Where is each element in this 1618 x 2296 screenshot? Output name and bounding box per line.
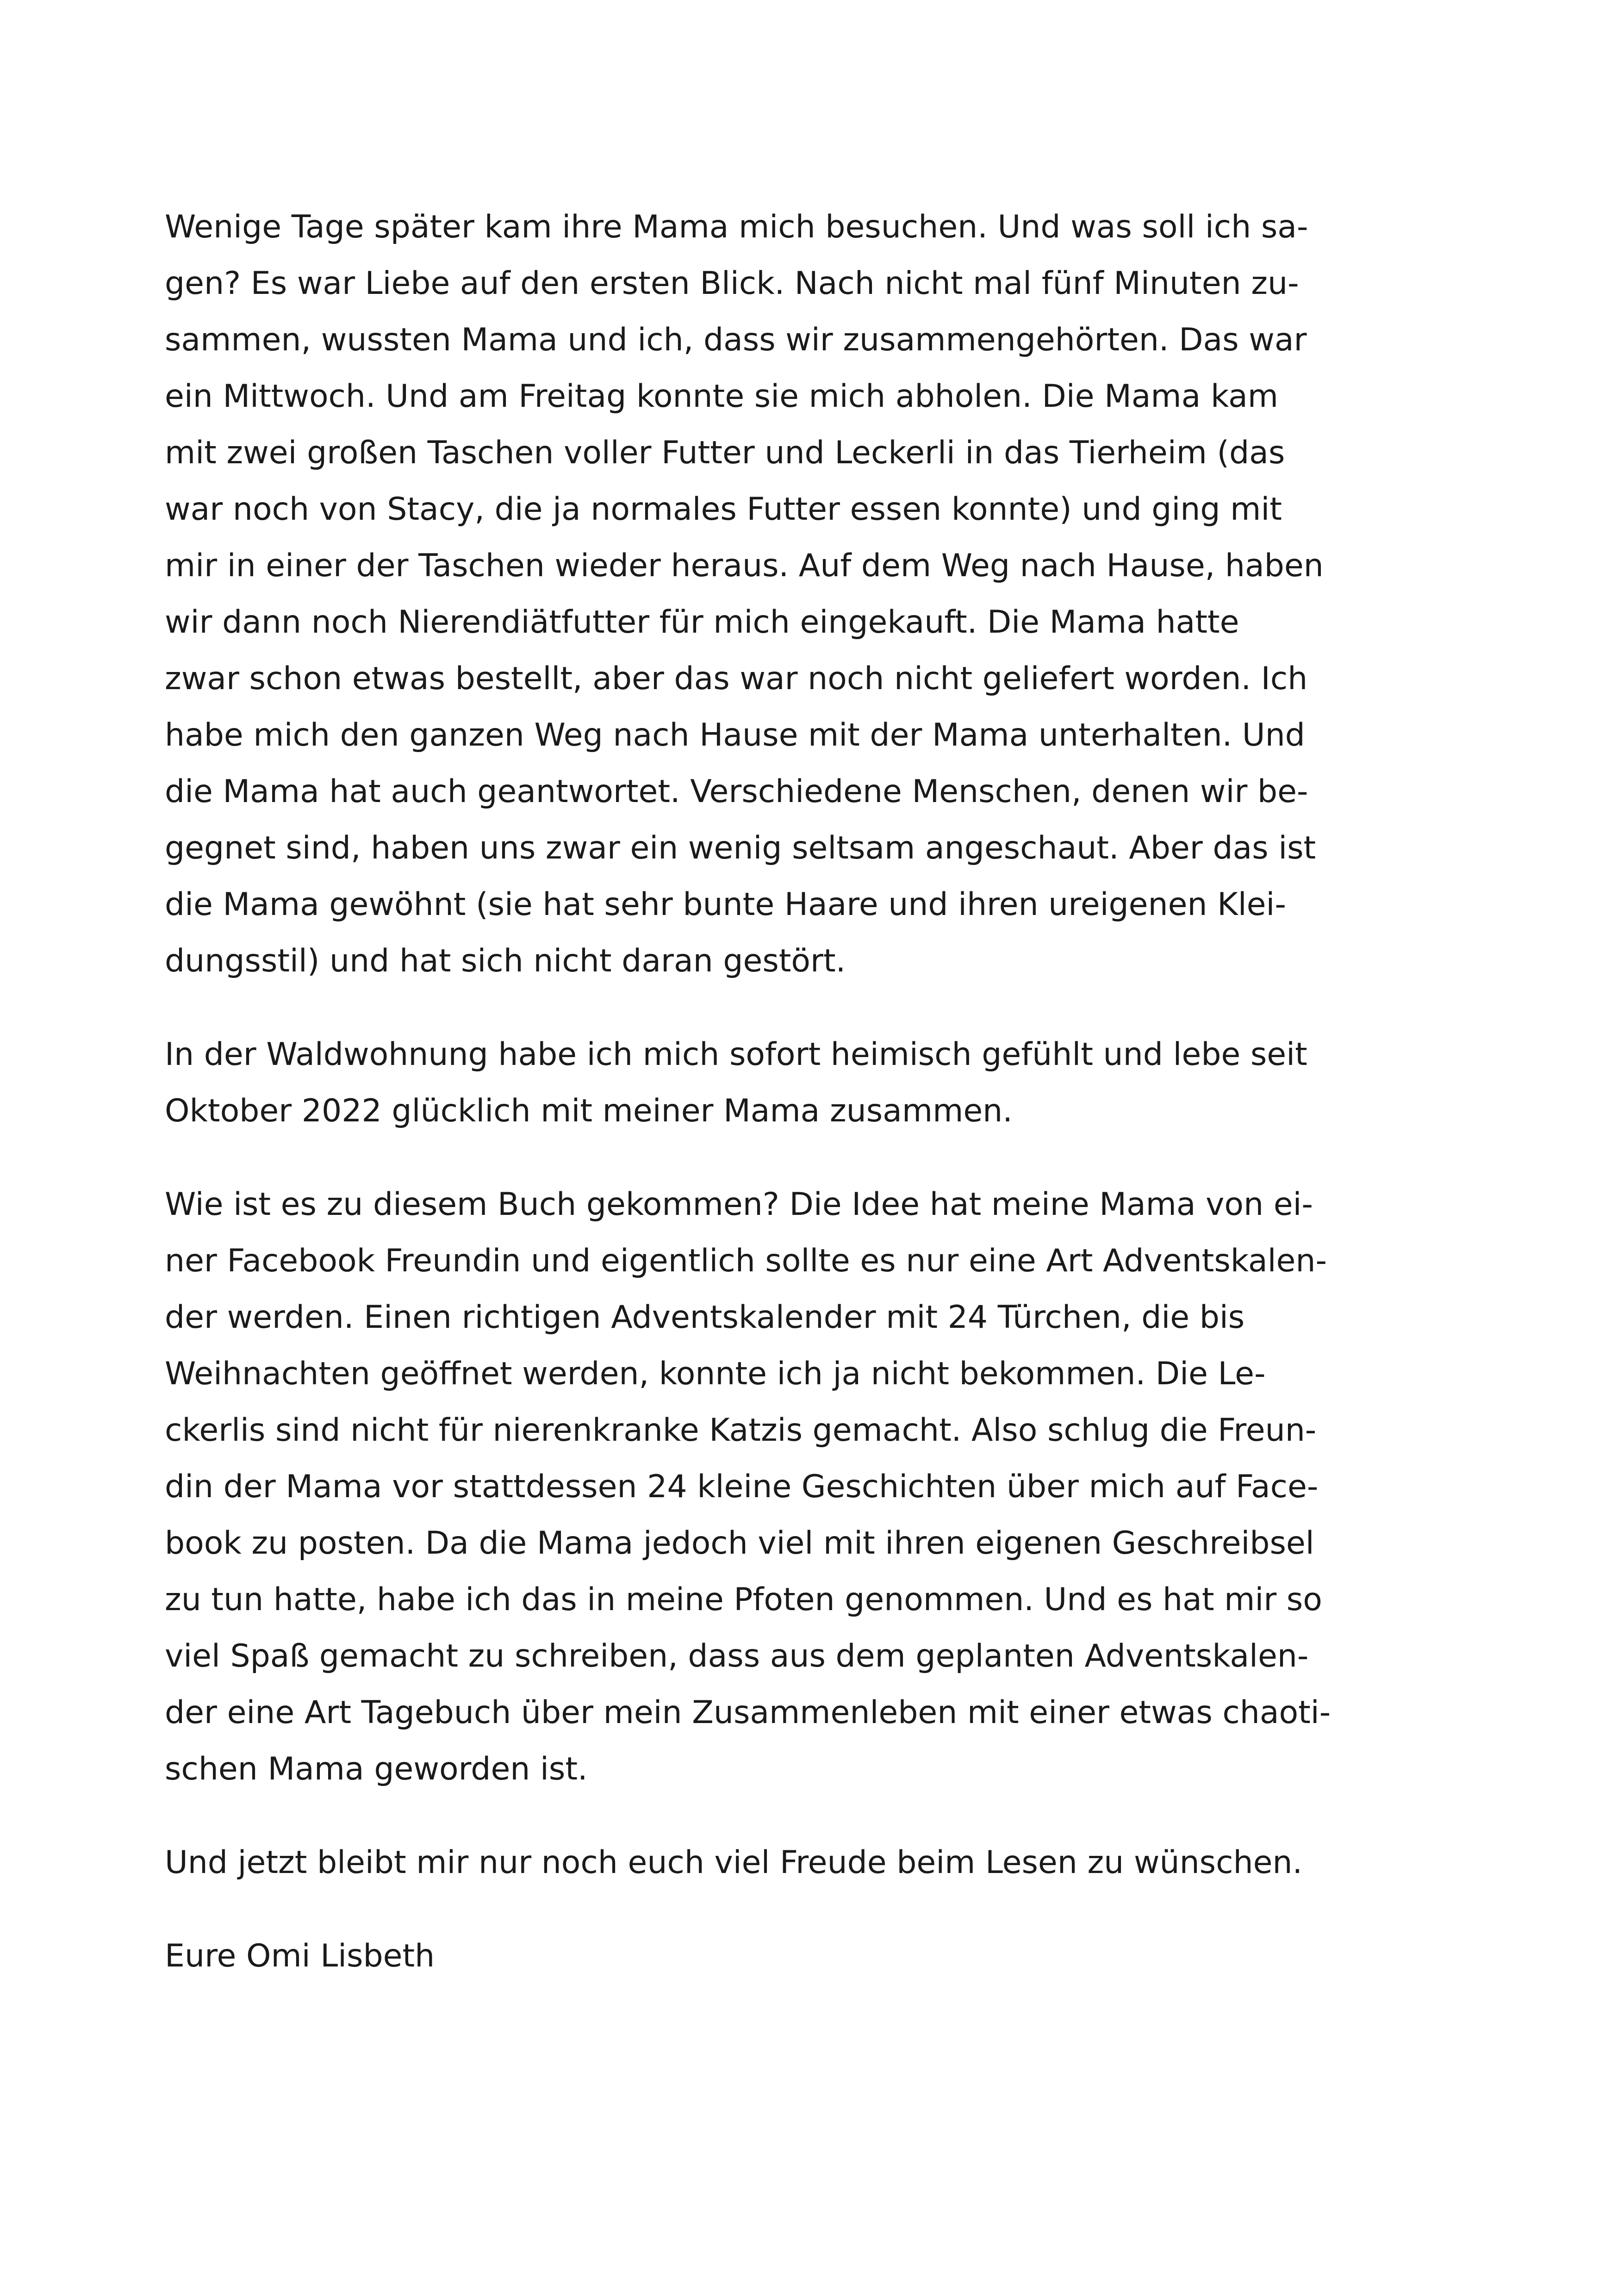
text-line: Wie ist es zu diesem Buch gekommen? Die Idee hat meine Mama von ei- — [165, 1186, 1313, 1223]
text-line: dungsstil) und hat sich nicht daran gestört. — [165, 943, 846, 979]
text-line: gen? Es war Liebe auf den ersten Blick. Nach nicht mal fünf Minuten zu- — [165, 265, 1299, 302]
text-line: Wenige Tage später kam ihre Mama mich besuchen. Und was soll ich sa- — [165, 209, 1308, 245]
text-line: die Mama gewöhnt (sie hat sehr bunte Haare und ihren ureigenen Klei- — [165, 886, 1286, 923]
text-line: ner Facebook Freundin und eigentlich sollte es nur eine Art Adventskalen- — [165, 1243, 1327, 1279]
body-text — [165, 199, 1461, 1985]
paragraph-book-origin — [165, 1176, 1461, 1798]
text-line: book zu posten. Da die Mama jedoch viel mit ihren eigenen Geschreibsel — [165, 1525, 1314, 1562]
text-line: der werden. Einen richtigen Adventskalender mit 24 Türchen, die bis — [165, 1299, 1245, 1336]
text-line: din der Mama vor stattdessen 24 kleine Geschichten über mich auf Face- — [165, 1468, 1319, 1505]
text-line: ckerlis sind nicht für nierenkranke Katzis gemacht. Also schlug die Freun- — [165, 1412, 1317, 1449]
text-line: war noch von Stacy, die ja normales Futter essen konnte) und ging mit — [165, 491, 1282, 528]
paragraph-adoption — [165, 199, 1461, 989]
paragraph-waldwohnung — [165, 1027, 1461, 1139]
text-line: die Mama hat auch geantwortet. Verschiedene Menschen, denen wir be- — [165, 773, 1308, 810]
text-line: Oktober 2022 glücklich mit meiner Mama zusammen. — [165, 1093, 1013, 1129]
text-line: mit zwei großen Taschen voller Futter und Leckerli in das Tierheim (das — [165, 435, 1285, 471]
text-line: Eure Omi Lisbeth — [165, 1938, 435, 1974]
text-line: Und jetzt bleibt mir nur noch euch viel Freude beim Lesen zu wünschen. — [165, 1844, 1303, 1881]
signature-line — [165, 1928, 1461, 1985]
text-line: Weihnachten geöffnet werden, konnte ich ja nicht bekommen. Die Le- — [165, 1356, 1266, 1392]
text-line: mir in einer der Taschen wieder heraus. Auf dem Weg nach Hause, haben — [165, 548, 1324, 584]
text-line: zwar schon etwas bestellt, aber das war noch nicht geliefert worden. Ich — [165, 660, 1308, 697]
text-line: habe mich den ganzen Weg nach Hause mit der Mama unterhalten. Und — [165, 717, 1305, 753]
text-line: der eine Art Tagebuch über mein Zusammenleben mit einer etwas chaoti- — [165, 1694, 1331, 1731]
text-line: zu tun hatte, habe ich das in meine Pfoten genommen. Und es hat mir so — [165, 1581, 1322, 1618]
text-line: wir dann noch Nierendiätfutter für mich eingekauft. Die Mama hatte — [165, 604, 1239, 641]
text-line: sammen, wussten Mama und ich, dass wir zusammengehörten. Das war — [165, 322, 1307, 358]
text-line: gegnet sind, haben uns zwar ein wenig seltsam angeschaut. Aber das ist — [165, 830, 1316, 866]
text-line: ein Mittwoch. Und am Freitag konnte sie mich abholen. Die Mama kam — [165, 378, 1279, 415]
text-line: viel Spaß gemacht zu schreiben, dass aus dem geplanten Adventskalen- — [165, 1638, 1309, 1674]
paragraph-closing-wish — [165, 1835, 1461, 1891]
text-line: schen Mama geworden ist. — [165, 1751, 588, 1787]
text-line: In der Waldwohnung habe ich mich sofort heimisch gefühlt und lebe seit — [165, 1036, 1307, 1073]
